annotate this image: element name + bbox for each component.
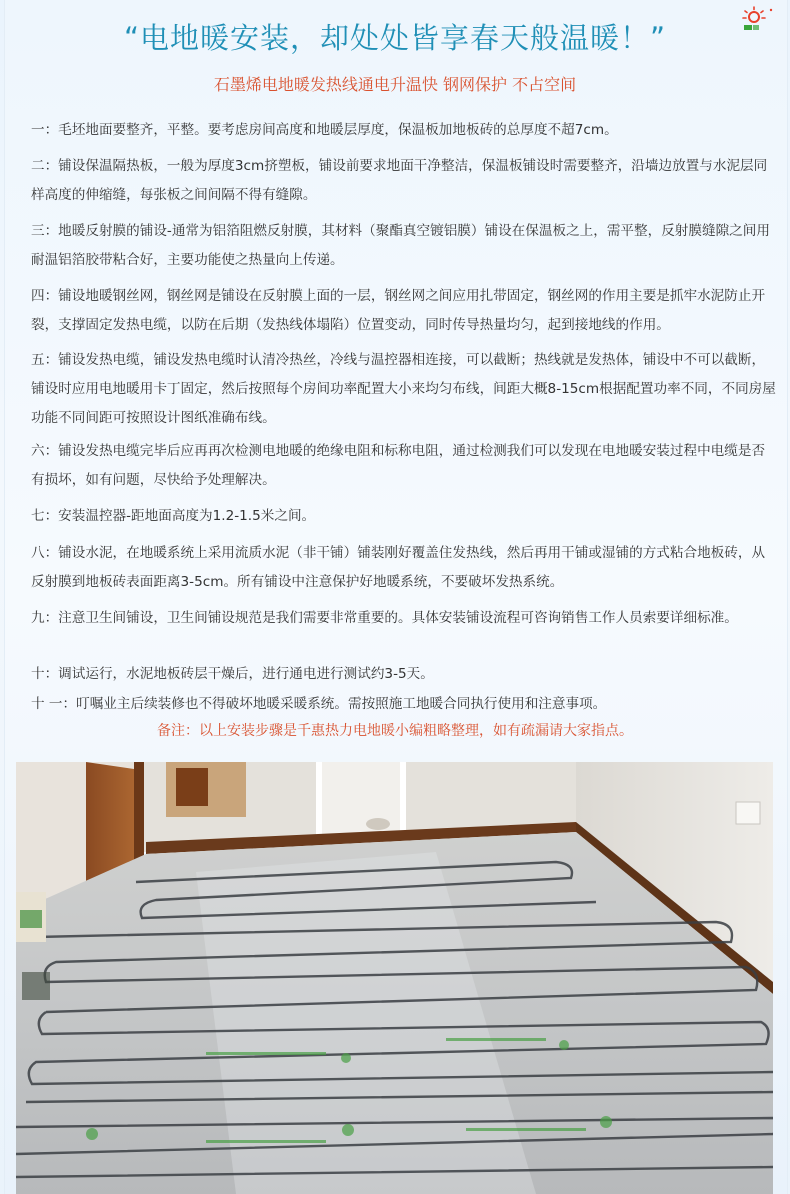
step-1: 一：毛坯地面要整齐，平整。要考虑房间高度和地暖层厚度，保温板加地板砖的总厚度不超7cm。	[31, 122, 618, 138]
step-5: 五：铺设发热电缆，铺设发热电缆时认清冷热丝，冷线与温控器相连接，可以截断；热线就是发热体，铺设中不可以截断，铺设时应用电地暖用卡丁固定，然后按照每个房间功率配置大小来均匀布线，间距大概8-15cm根据配置功率不同，不同房屋功能不同间距可按照设计图纸准确布线。	[31, 352, 776, 426]
step-11: 十 一：叮嘱业主后续装修也不得破坏地暖采暖系统。需按照施工地暖合同执行使用和注意事项。	[31, 696, 607, 712]
step-3: 三：地暖反射膜的铺设-通常为铝箔阻燃反射膜，其材料（聚酯真空镀铝膜）铺设在保温板之上，需平整，反射膜缝隙之间用耐温铝箔胶带粘合好，主要功能使之热量向上传递。	[31, 223, 770, 268]
installation-photo	[16, 762, 773, 1194]
remark-note: 备注：以上安装步骤是千惠热力电地暖小编粗略整理，如有疏漏请大家指点。	[157, 723, 633, 739]
step-6: 六：铺设发热电缆完毕后应再再次检测电地暖的绝缘电阻和标称电阻，通过检测我们可以发现在电地暖安装过程中电缆是否有损坏，如有问题，尽快给予处理解决。	[31, 443, 766, 488]
page-title: “电地暖安装，却处处皆享春天般温暖！”	[123, 21, 667, 55]
step-10: 十：调试运行，水泥地板砖层干燥后，进行通电进行测试约3-5天。	[31, 666, 434, 682]
step-8: 八：铺设水泥，在地暖系统上采用流质水泥（非干铺）铺装刚好覆盖住发热线，然后再用干铺或湿铺的方式粘合地板砖，从反射膜到地板砖表面距离3-5cm。所有铺设中注意保护好地暖系统，不要破坏发热系统。	[31, 545, 766, 590]
step-7: 七：安装温控器-距地面高度为1.2-1.5米之间。	[31, 508, 316, 524]
page-subtitle: 石墨烯电地暖发热线通电升温快 钢网保护 不占空间	[213, 75, 577, 94]
step-2: 二：铺设保温隔热板，一般为厚度3cm挤塑板，铺设前要求地面干净整洁，保温板铺设时需要整齐，沿墙边放置与水泥层同样高度的伸缩缝，每张板之间间隔不得有缝隙。	[31, 158, 768, 203]
step-9: 九：注意卫生间铺设，卫生间铺设规范是我们需要非常重要的。具体安装铺设流程可咨询销售工作人员索要详细标准。	[31, 610, 738, 626]
step-4: 四：铺设地暖钢丝网，钢丝网是铺设在反射膜上面的一层，钢丝网之间应用扎带固定，钢丝网的作用主要是抓牢水泥防止开裂，支撑固定发热电缆，以防在后期（发热线体塌陷）位置变动，同时传导热量均匀，起到接地线的作用。	[31, 288, 766, 333]
